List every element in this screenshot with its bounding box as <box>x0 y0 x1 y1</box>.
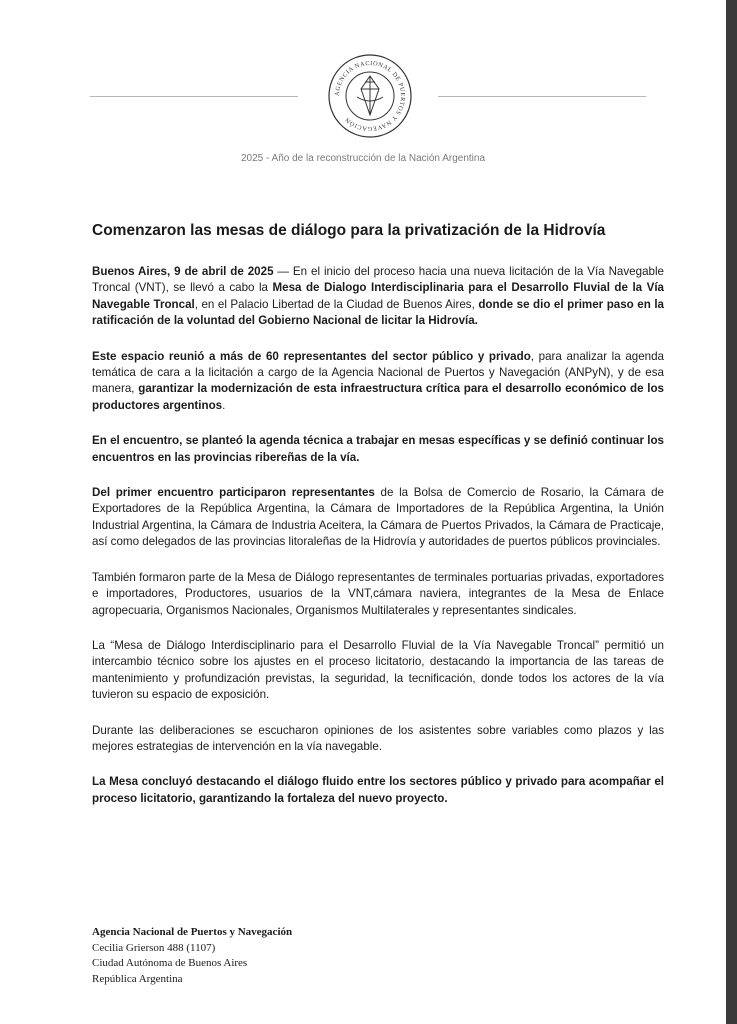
footer-city: Ciudad Autónoma de Buenos Aires <box>92 957 248 969</box>
paragraph-7: Durante las deliberaciones se escucharon opiniones de los asistentes sobre variables como plazos y las mejores estrategias de intervención en la vía navegable. <box>92 723 664 753</box>
year-motto: 2025 - Año de la reconstrucción de la Nación Argentina <box>240 153 486 164</box>
press-release-body <box>92 264 664 807</box>
paragraph-6: La “Mesa de Diálogo Interdisciplinario para el Desarrollo Fluvial de la Vía Navegable Troncal” permitió un intercambio técnico sobre los ajustes en el proceso licitatorio, destacando la importancia de las tareas de mantenimiento y profundización previstas, la seguridad, la tecnificación, donde todos los actores de la vía tuvieron su espacio de exposición. <box>92 638 664 702</box>
header-rule-left <box>90 96 298 97</box>
dateline: Buenos Aires, 9 de abril de 2025 <box>92 265 274 278</box>
paragraph-8: La Mesa concluyó destacando el diálogo fluido entre los sectores público y privado para acompañar el proceso licitatorio, garantizando la fortaleza del nuevo proyecto. <box>92 775 664 805</box>
paragraph-2: Este espacio reunió a más de 60 representantes del sector público y privado, para analizar la agenda temática de cara a la licitación a cargo de la Agencia Nacional de Puertos y Navegación (ANPyN), y de esa manera, garantizar la modernización de esta infraestructura crítica para el desarrollo económico de los productores argentinos. <box>92 349 665 412</box>
footer-country: República Argentina <box>92 972 183 985</box>
paragraph-5: También formaron parte de la Mesa de Diálogo representantes de terminales portuarias privadas, exportadores e importadores, Productores, usuarios de la VNT,cámara naviera, integrantes de la Mesa de Enlace agropecuaria, Organismos Nacionales, Organismos Multilaterales y representantes sindicales. <box>92 570 664 617</box>
paragraph-3: En el encuentro, se planteó la agenda técnica a trabajar en mesas específicas y se definió continuar los encuentros en las provincias ribereñas de la vía. <box>92 434 664 464</box>
paragraph-4: Del primer encuentro participaron representantes de la Bolsa de Comercio de Rosario, la Cámara de Exportadores de la República Argentina, la Cámara de Importadores de la República Argentina, la Unión Industrial Argentina, la Cámara de Industria Aceitera, la Cámara de Puertos Privados, la Cámara de Practicaje, así como delegados de las provincias litoraleñas de la Hidrovía y autoridades de puertos públicos provinciales. <box>92 486 664 549</box>
footer-org: Agencia Nacional de Puertos y Navegación <box>92 926 293 938</box>
svg-text:AGENCIA NACIONAL DE PUERTOS Y: AGENCIA NACIONAL DE PUERTOS Y NAVEGACIÓN <box>333 59 407 133</box>
page-edge-shadow <box>726 0 737 1024</box>
header-rule-right <box>438 96 646 97</box>
footer-address <box>92 925 292 987</box>
footer-street: Cecilia Grierson 488 (1107) <box>92 941 216 954</box>
press-release-title: Comenzaron las mesas de diálogo para la privatización de la Hidrovía <box>92 222 606 239</box>
paragraph-1: Buenos Aires, 9 de abril de 2025 — En el inicio del proceso hacia una nueva licitación de la Vía Navegable Troncal (VNT), se llevó a cabo la Mesa de Dialogo Interdisciplinaria para el Desarrollo Fluvial de la Vía Navegable Troncal, en el Palacio Libertad de la Ciudad de Buenos Aires, donde se dio el primer paso en la ratificación de la voluntad del Gobierno Nacional de licitar la Hidrovía. <box>92 265 665 328</box>
agency-seal-logo <box>327 53 413 139</box>
